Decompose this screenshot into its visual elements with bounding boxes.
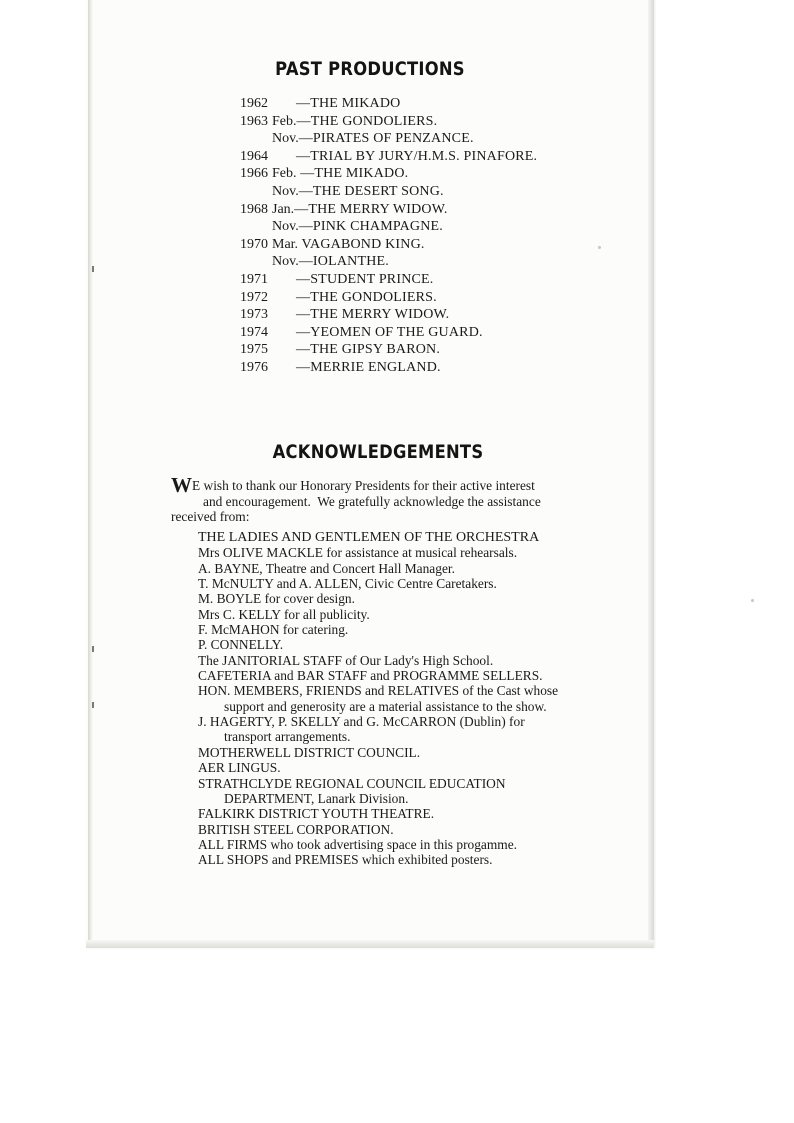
acknowledgements-intro (171, 473, 593, 525)
ack-line: BRITISH STEEL CORPORATION. (198, 821, 394, 837)
page-bottom-edge (86, 940, 654, 948)
ack-line: F. McMAHON for catering. (198, 622, 349, 638)
production-year: 1975 (240, 342, 268, 358)
ack-line: HON. MEMBERS, FRIENDS and RELATIVES of the Cast whose (198, 683, 559, 699)
ack-line: DEPARTMENT, Lanark Division. (224, 790, 409, 806)
production-title: —YEOMEN OF THE GUARD. (296, 324, 483, 340)
production-title: —THE MERRY WIDOW. (294, 201, 448, 217)
production-row (240, 253, 600, 271)
production-year: 1971 (240, 271, 268, 287)
production-row (240, 95, 600, 113)
production-title: —PINK CHAMPAGNE. (298, 219, 443, 235)
production-row (240, 306, 600, 324)
production-row (240, 359, 600, 377)
ack-line: Mrs OLIVE MACKLE for assistance at musical rehearsals. (198, 545, 518, 561)
production-month: Feb. (272, 166, 297, 182)
production-month: Nov. (272, 219, 299, 235)
acknowledgements-heading: ACKNOWLEDGEMENTS (272, 441, 484, 463)
ack-line: T. McNULTY and A. ALLEN, Civic Centre Caretakers. (198, 576, 497, 592)
production-title: VAGABOND KING. (298, 236, 425, 252)
scan-speck (751, 599, 754, 602)
production-month: Nov. (272, 183, 299, 199)
production-title: —THE GONDOLIERS. (296, 289, 437, 305)
production-title: —TRIAL BY JURY/H.M.S. PINAFORE. (296, 148, 538, 164)
production-year: 1972 (240, 289, 268, 305)
ack-line: CAFETERIA and BAR STAFF and PROGRAMME SELLERS. (198, 668, 543, 684)
intro-line: received from: (171, 509, 250, 525)
ack-line: transport arrangements. (224, 729, 351, 745)
intro-line (171, 473, 593, 497)
binding-mark (92, 266, 94, 272)
production-title: —THE DESERT SONG. (298, 183, 444, 199)
past-productions-heading: PAST PRODUCTIONS (275, 58, 465, 80)
ack-line: support and generosity are a material assistance to the show. (224, 698, 547, 714)
ack-line: FALKIRK DISTRICT YOUTH THEATRE. (198, 806, 435, 822)
production-title: —THE GONDOLIERS. (296, 113, 438, 129)
production-month: Nov. (272, 254, 299, 270)
production-year: 1970 (240, 236, 268, 252)
production-month: Feb. (272, 113, 297, 129)
page-right-edge (648, 0, 654, 948)
production-year: 1974 (240, 324, 268, 340)
production-title: —IOLANTHE. (298, 254, 389, 270)
production-row (240, 201, 600, 219)
production-month: Jan. (272, 201, 295, 217)
production-year: 1966 (240, 166, 268, 182)
ack-line: STRATHCLYDE REGIONAL COUNCIL EDUCATION (198, 775, 506, 791)
production-row (240, 341, 600, 359)
ack-line: THE LADIES AND GENTLEMEN OF THE ORCHESTRA (198, 530, 540, 545)
production-row (240, 113, 600, 131)
production-title: —THE MIKADO. (296, 166, 409, 182)
production-year: 1964 (240, 148, 268, 164)
production-year: 1968 (240, 201, 268, 217)
production-row (240, 236, 600, 254)
production-row (240, 130, 600, 148)
ack-line: J. HAGERTY, P. SKELLY and G. McCARRON (Dublin) for (198, 714, 525, 730)
production-title: —THE MERRY WIDOW. (296, 307, 450, 323)
production-title: —MERRIE ENGLAND. (296, 359, 441, 375)
ack-line: P. CONNELLY. (198, 637, 284, 653)
acknowledgements-list (198, 530, 598, 868)
production-year: 1976 (240, 359, 268, 375)
production-month: Nov. (272, 131, 299, 147)
ack-line: MOTHERWELL DISTRICT COUNCIL. (198, 744, 421, 760)
production-title: —STUDENT PRINCE. (296, 271, 434, 287)
production-row (240, 271, 600, 289)
production-title: —THE MIKADO (296, 96, 401, 111)
intro-text: E wish to thank our Honorary Presidents for their active interest (192, 478, 535, 493)
ack-line: A. BAYNE, Theatre and Concert Hall Manager. (198, 560, 455, 576)
past-productions-list (240, 95, 600, 377)
production-row (240, 218, 600, 236)
production-month: Mar. (272, 236, 299, 252)
production-row (240, 165, 600, 183)
production-row (240, 183, 600, 201)
binding-mark (92, 646, 94, 652)
binding-mark (92, 702, 94, 708)
page-left-edge (88, 0, 93, 948)
intro-line: and encouragement. We gratefully acknowledge the assistance (203, 493, 541, 509)
production-row (240, 324, 600, 342)
production-row (240, 289, 600, 307)
ack-line: M. BOYLE for cover design. (198, 591, 355, 607)
drop-cap: W (171, 473, 192, 497)
production-title: —PIRATES OF PENZANCE. (298, 131, 474, 147)
production-year: 1963 (240, 113, 268, 129)
production-title: —THE GIPSY BARON. (296, 342, 441, 358)
ack-line: Mrs C. KELLY for all publicity. (198, 606, 370, 622)
ack-line: AER LINGUS. (198, 760, 281, 776)
ack-line: The JANITORIAL STAFF of Our Lady's High School. (198, 652, 494, 668)
production-year: 1962 (240, 96, 268, 111)
ack-line: ALL SHOPS and PREMISES which exhibited posters. (198, 852, 493, 868)
production-year: 1973 (240, 307, 268, 323)
ack-line: ALL FIRMS who took advertising space in this progamme. (198, 836, 517, 852)
production-row (240, 148, 600, 166)
